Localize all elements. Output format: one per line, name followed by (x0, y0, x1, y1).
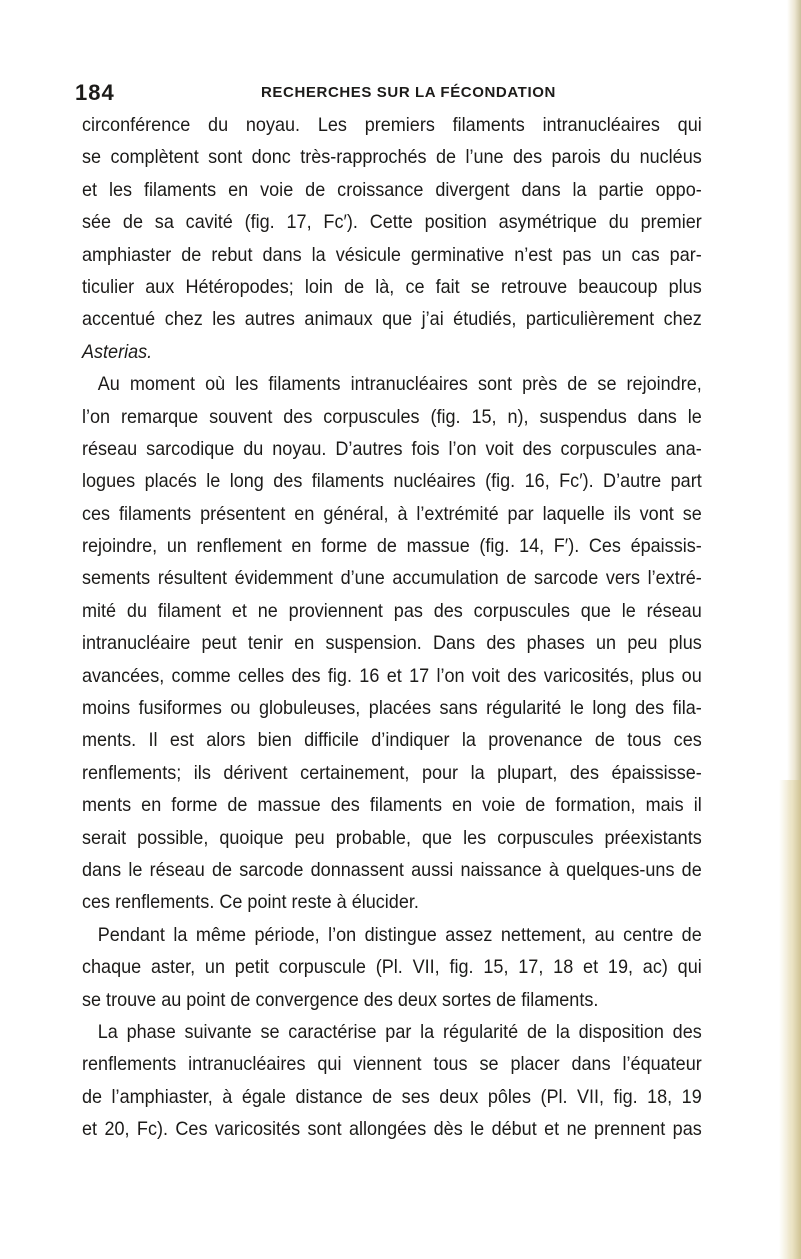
text-line: ments en forme de massue des filaments en voie de formation, mais il (82, 794, 702, 817)
text-line: circonférence du noyau. Les premiers filaments intranucléaires qui (82, 114, 702, 136)
text-line: se trouve au point de convergence des deux sortes de filaments. (82, 988, 599, 1011)
paragraph-first-line: La phase suivante se caractérise par la régularité de la disposition des (97, 1020, 702, 1043)
page-header (75, 76, 715, 110)
text-line: ments. Il est alors bien difficile d’indiquer la provenance de tous ces (82, 729, 702, 752)
text-line: se complètent sont donc très-rapprochés de l’une des parois du nucléus (82, 146, 702, 169)
page-number: 184 (75, 80, 115, 105)
text-line: ticulier aux Hétéropodes; loin de là, ce fait se retrouve beaucoup plus (82, 275, 702, 298)
text-line: l’on remarque souvent des corpuscules (fig. 15, n), suspendus dans le (82, 405, 702, 428)
text-line: serait possible, quoique peu probable, que les corpuscules préexistants (82, 826, 702, 849)
text-line: dans le réseau de sarcode donnassent aussi naissance à quelques-uns de (82, 858, 702, 881)
text-line: moins fusiformes ou globuleuses, placées sans régularité le long des fila- (82, 697, 702, 720)
text-line: amphiaster de rebut dans la vésicule germinative n’est pas un cas par- (82, 243, 702, 266)
text-line: rejoindre, un renflement en forme de massue (fig. 14, F′). Ces épaissis- (82, 535, 702, 558)
text-line: ces renflements. Ce point reste à élucider. (82, 891, 419, 914)
text-line: renflements intranucléaires qui viennent tous se placer dans l’équateur (82, 1053, 702, 1076)
text-line: sée de sa cavité (fig. 17, Fc′). Cette position asymétrique du premier (82, 211, 702, 234)
paragraph-first-line: Au moment où les filaments intranucléaires sont près de se rejoindre, (97, 373, 702, 396)
text-line: et 20, Fc). Ces varicosités sont allongées dès le début et ne prennent pas (82, 1118, 702, 1141)
text-line: intranucléaire peut tenir en suspension. Dans des phases un peu plus (82, 632, 702, 655)
text-line: avancées, comme celles des fig. 16 et 17 l’on voit des varicosités, plus ou (82, 664, 702, 687)
text-line: ces filaments présentent en général, à l’extrémité par laquelle ils vont se (82, 502, 702, 525)
body-text (82, 109, 702, 1146)
text-line: sements résultent évidemment d’une accumulation de sarcode vers l’extré- (82, 567, 702, 590)
running-title: RECHERCHES SUR LA FÉCONDATION (261, 84, 556, 101)
text-line: mité du filament et ne proviennent pas des corpuscules que le réseau (82, 599, 702, 622)
paragraph-first-line: Pendant la même période, l’on distingue assez nettement, au centre de (97, 923, 702, 946)
text-line: de l’amphiaster, à égale distance de ses deux pôles (Pl. VII, fig. 18, 19 (82, 1085, 702, 1108)
text-line-taxon: Asterias. (82, 340, 153, 363)
text-line: et les filaments en voie de croissance divergent dans la partie oppo- (82, 178, 702, 201)
text-line: accentué chez les autres animaux que j’ai étudiés, particulièrement chez (82, 308, 702, 331)
text-line: logues placés le long des filaments nucléaires (fig. 16, Fc′). D’autre part (82, 470, 702, 493)
text-line: réseau sarcodique du noyau. D’autres fois l’on voit des corpuscules ana- (82, 437, 702, 460)
text-line: renflements; ils dérivent certainement, pour la plupart, des épaississe- (82, 761, 702, 784)
text-line: chaque aster, un petit corpuscule (Pl. VII, fig. 15, 17, 18 et 19, ac) qui (82, 956, 702, 979)
page-edge-stain (779, 780, 801, 1259)
